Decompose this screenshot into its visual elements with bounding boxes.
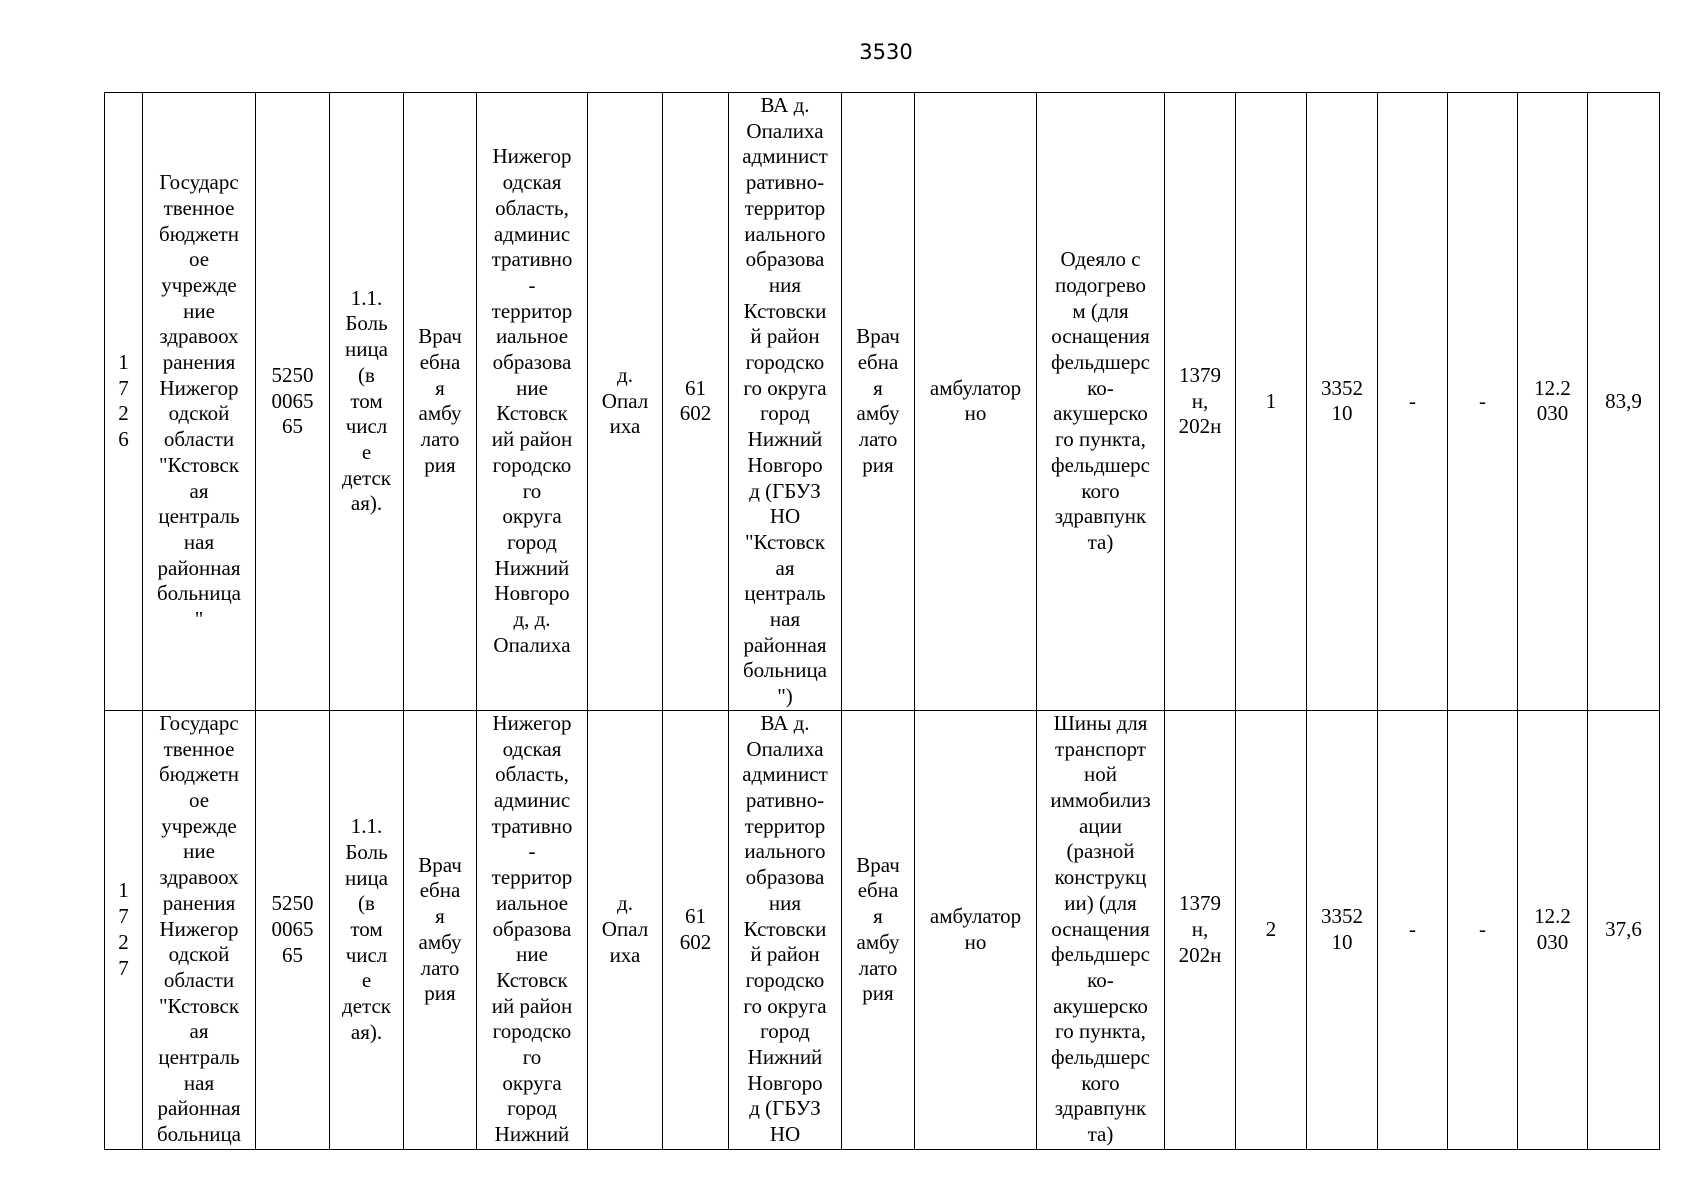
- cell-col16: -: [1448, 93, 1518, 711]
- cell-quantity: 1: [1236, 93, 1307, 711]
- cell-order: 1379 н, 202н: [1165, 93, 1236, 711]
- cell-code: 61 602: [663, 93, 729, 711]
- cell-date: 12.2 030: [1518, 93, 1588, 711]
- cell-amount: 83,9: [1588, 93, 1660, 711]
- table-row: [105, 93, 1660, 711]
- cell-okpd: 3352 10: [1307, 710, 1378, 1149]
- cell-address: Нижегор одская область, админис тративно - территор иальное образова ние Кстовск ий район городско го округа город Нижний Новгоро д, д. Опалиха: [477, 93, 588, 711]
- cell-inn: 5250 0065 65: [256, 93, 330, 711]
- equipment-table: [104, 92, 1660, 1150]
- cell-unit-type: Врач ебна я амбу лато рия: [404, 710, 477, 1149]
- cell-equipment: Одеяло с подогрево м (для оснащения фельдшерс ко- акушерско го пункта, фельдшерс кого здравпунк та): [1037, 93, 1165, 711]
- table-row: [105, 710, 1660, 1149]
- cell-date: 12.2 030: [1518, 710, 1588, 1149]
- cell-row-number: 1 7 2 6: [105, 93, 143, 711]
- cell-equipment: Шины для транспорт ной иммобилиз ации (разной конструкц ии) (для оснащения фельдшерс ко- акушерско го пункта, фельдшерс кого здравпунк та): [1037, 710, 1165, 1149]
- cell-subdivision: Врач ебна я амбу лато рия: [842, 710, 915, 1149]
- cell-subdivision: Врач ебна я амбу лато рия: [842, 93, 915, 711]
- cell-col15: -: [1378, 710, 1448, 1149]
- cell-col15: -: [1378, 93, 1448, 711]
- cell-amount: 37,6: [1588, 710, 1660, 1149]
- cell-col16: -: [1448, 710, 1518, 1149]
- cell-code: 61 602: [663, 710, 729, 1149]
- cell-settlement: д. Опал иха: [588, 93, 663, 711]
- cell-quantity: 2: [1236, 710, 1307, 1149]
- cell-okpd: 3352 10: [1307, 93, 1378, 711]
- cell-settlement: д. Опал иха: [588, 710, 663, 1149]
- cell-category: 1.1. Боль ница (в том числ е детск ая).: [330, 710, 404, 1149]
- cell-organization: Государс твенное бюджетн ое учрежде ние здравоох ранения Нижегор одской области "Кстовск ая централь ная районная больница ": [143, 93, 256, 711]
- cell-address: Нижегор одская область, админис тративно - территор иальное образова ние Кстовск ий район городско го округа город Нижний: [477, 710, 588, 1149]
- cell-facility: ВА д. Опалиха админист ративно- территор иального образова ния Кстовски й район городско го округа город Нижний Новгоро д (ГБУЗ НО: [729, 710, 842, 1149]
- cell-row-number: 1 7 2 7: [105, 710, 143, 1149]
- cell-facility: ВА д. Опалиха админист ративно- территор иального образова ния Кстовски й район городско го округа город Нижний Новгоро д (ГБУЗ НО "Кстовск ая централь ная районная больница "): [729, 93, 842, 711]
- cell-unit-type: Врач ебна я амбу лато рия: [404, 93, 477, 711]
- cell-organization: Государс твенное бюджетн ое учрежде ние здравоох ранения Нижегор одской области "Кстовск ая централь ная районная больница: [143, 710, 256, 1149]
- cell-category: 1.1. Боль ница (в том числ е детск ая).: [330, 93, 404, 711]
- cell-care-form: амбулатор но: [915, 93, 1037, 711]
- page-number: 3530: [859, 40, 913, 64]
- cell-order: 1379 н, 202н: [1165, 710, 1236, 1149]
- cell-care-form: амбулатор но: [915, 710, 1037, 1149]
- cell-inn: 5250 0065 65: [256, 710, 330, 1149]
